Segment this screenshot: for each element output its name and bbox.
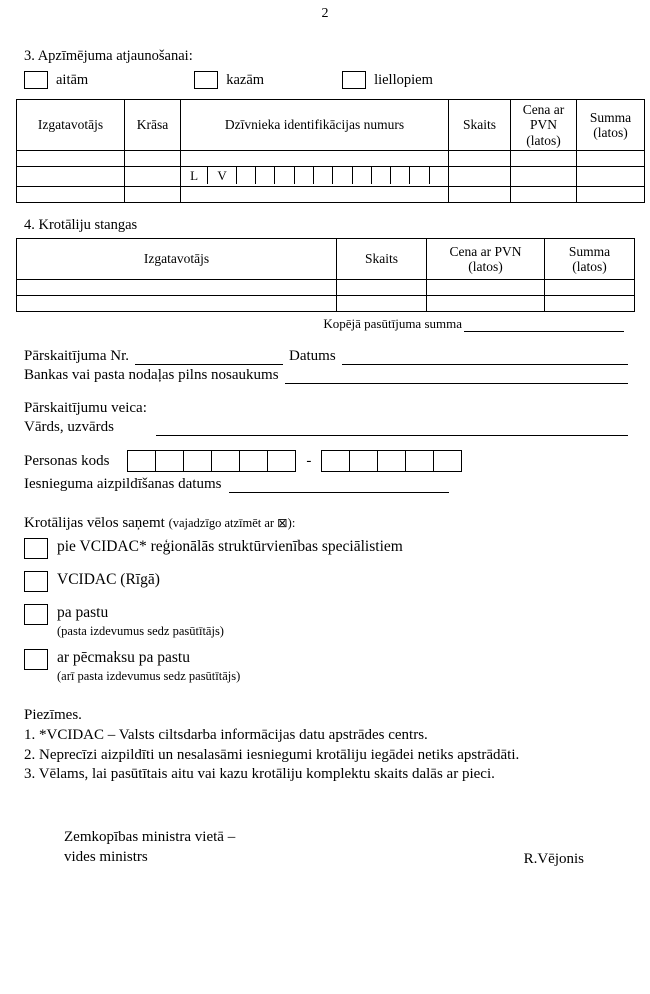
pk-cell-4[interactable] <box>211 450 239 472</box>
option-label-aitam: aitām <box>56 71 89 88</box>
note-item-3: 3. Vēlams, lai pasūtītais aitu vai kazu krotāliju komplektu skaits dalās ar pieci. <box>24 766 495 783</box>
th-summa-line1: Summa <box>568 243 611 259</box>
cell-cena[interactable] <box>427 296 545 312</box>
id-prefix-l: L <box>181 167 208 184</box>
table-row[interactable] <box>17 167 645 187</box>
cell-summa[interactable] <box>577 187 645 203</box>
pk-cell-7[interactable] <box>321 450 349 472</box>
id-digit-4[interactable] <box>295 167 314 184</box>
table-header-row <box>17 239 635 280</box>
checkbox-aitam[interactable] <box>24 71 48 89</box>
pk-cell-10[interactable] <box>405 450 433 472</box>
signature-title <box>64 827 235 868</box>
receive-option-label: pie VCIDAC* reģionālās struktūrvienības speciālistiem <box>57 538 403 555</box>
th-cena-line2: (latos) <box>468 259 503 274</box>
cell-id-numurs[interactable] <box>181 187 449 203</box>
note-item-2: 2. Neprecīzi aizpildīti un nesalasāmi iesniegumi krotāliju iegādei netiks apstrādāti. <box>24 746 520 763</box>
cell-summa[interactable] <box>545 296 635 312</box>
cell-skaits[interactable] <box>337 280 427 296</box>
application-date-label: Iesnieguma aizpildīšanas datums <box>24 476 222 492</box>
payer-name-input[interactable] <box>156 420 628 436</box>
cell-izgatavotajs[interactable] <box>17 167 125 187</box>
bank-name-row <box>24 367 634 384</box>
receive-option-label: VCIDAC (Rīgā) <box>57 571 160 588</box>
note-item-1: 1. *VCIDAC – Valsts ciltsdarba informācijas datu apstrādes centrs. <box>24 726 428 743</box>
th-cena-line2: PVN <box>529 117 557 133</box>
checkbox-receive-regional[interactable] <box>24 538 48 559</box>
cell-summa[interactable] <box>577 167 645 187</box>
payer-heading-row <box>24 400 634 417</box>
signature-block <box>64 827 584 868</box>
th-id-numurs: Dzīvnieka identifikācijas numurs <box>181 100 449 151</box>
application-date-input[interactable] <box>229 477 449 493</box>
id-digit-6[interactable] <box>333 167 352 184</box>
receive-option-mail[interactable] <box>24 604 634 639</box>
id-digit-9[interactable] <box>391 167 410 184</box>
notes-title: Piezīmes. <box>24 707 82 723</box>
cell-izgatavotajs[interactable] <box>17 151 125 167</box>
date-input[interactable] <box>342 349 628 365</box>
pk-cell-3[interactable] <box>183 450 211 472</box>
document-page <box>0 6 650 994</box>
personal-code-boxes-right[interactable] <box>321 450 462 472</box>
checkbox-receive-mail[interactable] <box>24 604 48 625</box>
cell-krasa[interactable] <box>125 167 181 187</box>
table-tag-pliers <box>16 238 635 312</box>
th-cena-line1: Cena ar <box>522 102 565 118</box>
cell-id-numurs[interactable] <box>181 151 449 167</box>
cell-id-numurs-boxes[interactable] <box>181 167 449 187</box>
cell-skaits[interactable] <box>337 296 427 312</box>
signature-title-line1: Zemkopības ministra vietā – <box>64 829 236 846</box>
personal-code-label: Personas kods <box>24 452 110 469</box>
section-4-title: 4. Krotāliju stangas <box>24 217 138 233</box>
transfer-number-row <box>24 348 634 365</box>
cell-skaits[interactable] <box>449 151 511 167</box>
signature-title-line2: vides ministrs <box>64 849 148 866</box>
cell-cena[interactable] <box>427 280 545 296</box>
payer-heading: Pārskaitījumu veica: <box>24 400 147 416</box>
receive-option-regional[interactable] <box>24 538 634 559</box>
table-row[interactable] <box>17 296 635 312</box>
personal-code-dash: - <box>306 452 312 469</box>
date-label: Datums <box>289 348 336 364</box>
table-animal-tags <box>16 99 645 203</box>
id-digit-1[interactable] <box>237 167 256 184</box>
id-digit-7[interactable] <box>353 167 372 184</box>
table-row[interactable] <box>17 280 635 296</box>
cell-izgatavotajs[interactable] <box>17 187 125 203</box>
section-3-title: 3. Apzīmējuma atjaunošanai: <box>24 48 193 64</box>
checkbox-liellopiem[interactable] <box>342 71 366 89</box>
cell-cena[interactable] <box>511 151 577 167</box>
notes-block <box>24 706 634 785</box>
pk-cell-5[interactable] <box>239 450 267 472</box>
receive-heading <box>24 515 634 532</box>
th-cena-ar-pvn <box>427 239 545 280</box>
option-kazam[interactable] <box>194 71 298 89</box>
th-skaits: Skaits <box>337 239 427 280</box>
checkbox-receive-cod[interactable] <box>24 649 48 670</box>
bank-name-label: Bankas vai pasta nodaļas pilns nosaukums <box>24 367 279 383</box>
personal-code-row <box>24 450 634 472</box>
payer-name-row <box>24 419 634 436</box>
table-header-row <box>17 100 645 151</box>
id-digit-3[interactable] <box>275 167 294 184</box>
receive-option-sub: (arī pasta izdevumus sedz pasūtītājs) <box>57 669 241 683</box>
receive-option-label: ar pēcmaksu pa pastu <box>57 649 190 666</box>
id-digit-8[interactable] <box>372 167 391 184</box>
pk-cell-6[interactable] <box>267 450 296 472</box>
pk-cell-11[interactable] <box>433 450 462 472</box>
th-skaits: Skaits <box>449 100 511 151</box>
th-summa-line2: (latos) <box>593 125 628 140</box>
page-number: 2 <box>321 6 329 21</box>
id-digit-10[interactable] <box>410 167 429 184</box>
application-date-row <box>24 476 634 493</box>
cell-summa[interactable] <box>577 151 645 167</box>
th-cena-ar-pvn <box>511 100 577 151</box>
receive-option-text-group <box>57 604 224 639</box>
table-row[interactable] <box>17 187 645 203</box>
personal-code-boxes-left[interactable] <box>127 450 296 472</box>
id-digit-2[interactable] <box>256 167 275 184</box>
payment-fields <box>16 348 634 384</box>
th-izgatavotajs: Izgatavotājs <box>17 239 337 280</box>
cell-cena[interactable] <box>511 167 577 187</box>
id-prefix-v: V <box>208 167 237 184</box>
page-content <box>0 48 650 868</box>
receive-option-text-group <box>57 649 240 684</box>
cell-krasa[interactable] <box>125 187 181 203</box>
option-label-liellopiem: liellopiem <box>374 71 433 88</box>
th-krasa: Krāsa <box>125 100 181 151</box>
th-cena-line3: (latos) <box>526 132 561 148</box>
receive-option-vcidac-riga[interactable] <box>24 571 634 592</box>
receive-option-cod[interactable] <box>24 649 634 684</box>
receive-heading-note: (vajadzīgo atzīmēt ar ⊠): <box>168 516 296 530</box>
checkbox-receive-vcidac-riga[interactable] <box>24 571 48 592</box>
cell-izgatavotajs[interactable] <box>17 280 337 296</box>
cell-skaits[interactable] <box>449 187 511 203</box>
bank-name-input[interactable] <box>285 368 628 384</box>
pk-cell-1[interactable] <box>127 450 155 472</box>
th-cena-line1: Cena ar PVN <box>449 243 522 259</box>
cell-summa[interactable] <box>545 280 635 296</box>
payer-name-label: Vārds, uzvārds <box>24 419 114 435</box>
order-total-label: Kopējā pasūtījuma summa <box>323 316 462 331</box>
receive-heading-main: Krotālijas vēlos saņemt <box>24 515 165 531</box>
pk-cell-2[interactable] <box>155 450 183 472</box>
th-summa-line2: (latos) <box>572 259 607 274</box>
th-izgatavotajs: Izgatavotājs <box>17 100 125 151</box>
option-liellopiem[interactable] <box>342 71 467 89</box>
id-digit-5[interactable] <box>314 167 333 184</box>
order-total-row <box>16 316 624 332</box>
cell-cena[interactable] <box>511 187 577 203</box>
option-label-kazam: kazām <box>226 71 265 88</box>
payer-fields <box>16 400 634 436</box>
receive-option-label: pa pastu <box>57 604 109 621</box>
id-digit-11[interactable] <box>430 167 448 184</box>
signature-name: R.Vējonis <box>523 850 584 867</box>
cell-izgatavotajs[interactable] <box>17 296 337 312</box>
transfer-number-input[interactable] <box>135 349 283 365</box>
pk-cell-8[interactable] <box>349 450 377 472</box>
th-summa <box>577 100 645 151</box>
section-3-options <box>24 71 634 89</box>
table-row[interactable] <box>17 151 645 167</box>
cell-skaits[interactable] <box>449 167 511 187</box>
id-digit-boxes <box>181 167 448 186</box>
transfer-number-label: Pārskaitījuma Nr. <box>24 348 129 364</box>
option-aitam[interactable] <box>24 71 122 89</box>
th-summa <box>545 239 635 280</box>
receive-option-sub: (pasta izdevumus sedz pasūtītājs) <box>57 624 224 638</box>
checkbox-kazam[interactable] <box>194 71 218 89</box>
cell-krasa[interactable] <box>125 151 181 167</box>
order-total-field[interactable] <box>464 317 624 332</box>
th-summa-line1: Summa <box>589 109 632 125</box>
pk-cell-9[interactable] <box>377 450 405 472</box>
